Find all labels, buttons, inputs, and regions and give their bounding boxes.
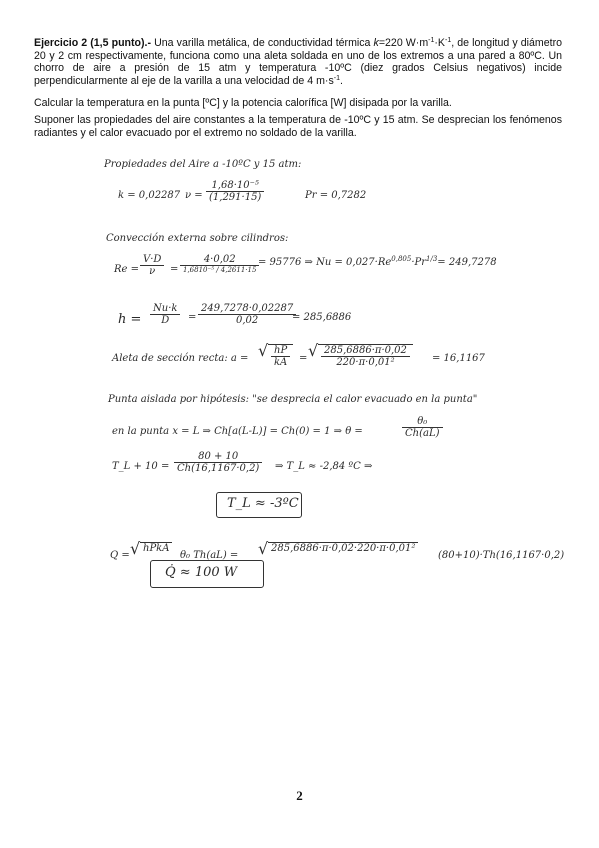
fin-numeric-numerator: √ 285,6886·π·0,02: [321, 345, 410, 357]
pr-exponent: 1/3: [426, 255, 438, 263]
tip-theta-fraction: [402, 416, 443, 439]
exponent: -1: [333, 74, 340, 82]
heat-sqrt-numeric: √ 285,6886·π·0,02·220·π·0,01²: [268, 542, 418, 554]
h-denominator: D: [161, 315, 170, 326]
reynolds-result: [258, 257, 497, 268]
nusselt-value: = 249,7278: [437, 257, 497, 268]
h-fraction: [150, 303, 180, 326]
fin-sqrt-symbolic: [268, 344, 293, 368]
reynolds-denominator: ν: [149, 266, 156, 277]
k-symbol: k: [373, 37, 379, 49]
tip-heading: Punta aislada por hipótesis: "se desprecia el calor evacuado en la punta": [108, 394, 478, 405]
h-substitution-numerator: 249,7278·0,02287: [198, 303, 296, 315]
tip-temperature-result: ⇒ T_L ≈ -2,84 ºC ⇒: [275, 461, 373, 472]
reynolds-value: = 95776 ⇒ Nu = 0,027·Re: [258, 257, 392, 268]
theta-denominator: Ch(aL): [405, 428, 440, 439]
exponent: -1: [428, 37, 435, 44]
convection-heading: Convección externa sobre cilindros:: [106, 233, 289, 244]
heat-answer: Q̇ ≈ 100 W: [165, 565, 238, 580]
reynolds-numerator: V·D: [140, 254, 164, 266]
h-substitution: [198, 303, 296, 326]
statement-text-5: .: [339, 74, 343, 87]
air-conductivity: k = 0,02287: [118, 190, 181, 201]
statement-text-2: =220 W·m: [378, 37, 429, 49]
tip-temperature-box: [216, 492, 302, 518]
fin-denominator: kA: [274, 357, 288, 368]
reynolds-label: Re =: [114, 264, 140, 275]
reynolds-substitution-denominator: 1,6810⁻⁵ / 4,2611·15: [183, 266, 257, 274]
heat-sqrt-symbolic: √ hPkA: [140, 542, 172, 554]
heat-answer-box: [150, 560, 264, 588]
equals-sign: =: [170, 264, 179, 275]
fin-fraction: [271, 345, 290, 368]
exercise-heading: Ejercicio 2 (1,5 punto).-: [34, 37, 152, 49]
tip-temperature-answer: T_L ≈ -3ºC: [227, 496, 299, 511]
viscosity-numerator: 1,68·10⁻⁵: [206, 180, 264, 192]
h-substitution-denominator: 0,02: [235, 315, 259, 326]
fin-numerator: √ hP: [271, 345, 290, 357]
tip-temperature-label: T_L + 10 =: [112, 461, 170, 472]
exponent: -1: [445, 37, 452, 44]
air-properties-heading: Propiedades del Aire a -10ºC y 15 atm:: [104, 159, 302, 170]
fin-heading: Aleta de sección recta: a =: [112, 353, 249, 364]
fin-numeric-denominator: 220·π·0,01²: [336, 357, 395, 368]
re-exponent: 0,805: [391, 255, 412, 263]
heat-middle: θ₀ Th(aL) =: [180, 550, 239, 561]
tip-condition: en la punta x = L ⇒ Ch[a(L-L)] = Ch(0) = 1 ⇒ θ =: [112, 426, 363, 437]
viscosity-fraction: [206, 180, 264, 203]
pr-factor: ·Pr: [411, 257, 427, 268]
h-result: = 285,6886: [292, 312, 352, 323]
problem-statement: [34, 37, 562, 87]
fin-result: = 16,1167: [432, 353, 485, 364]
equals-sign: =: [299, 353, 308, 364]
heat-label: Q =: [110, 550, 130, 561]
h-label: h =: [118, 312, 142, 327]
h-numerator: Nu·k: [150, 303, 180, 315]
fin-numeric-fraction: [321, 345, 410, 368]
prandtl-number: Pr = 0,7282: [305, 190, 367, 201]
statement-text-4: , de longitud y diámetro 20 y 2 cm respectivamente, funciona como una aleta soldada en uno de los extremos a una pared a 80ºC. Un chorro de aire a presión de 15 atm y temperatura -10ºC (diez grados Celsius negativos) incide perpendicularmente al eje de la varilla a una velocidad de 4 m·s: [34, 37, 562, 87]
reynolds-substitution: [180, 254, 259, 274]
fin-sqrt-numeric: [318, 344, 413, 368]
reynolds-fraction: [140, 254, 164, 277]
viscosity-label: ν =: [185, 190, 203, 201]
statement-text-3: ·K: [434, 37, 445, 49]
reynolds-substitution-numerator: 4·0,02: [180, 254, 259, 266]
page-number: 2: [296, 788, 303, 803]
tip-temp-denominator: Ch(16,1167·0,2): [177, 463, 260, 474]
theta-numerator: θ₀: [402, 416, 443, 428]
viscosity-denominator: (1,291·15): [209, 192, 262, 203]
heat-tail: (80+10)·Th(16,1167·0,2): [438, 550, 565, 561]
assumptions-text: Suponer las propiedades del aire constantes a la temperatura de -10ºC y 15 atm. Se desprecian los fenómenos radiantes y el calor evacuado por el extremo no soldado de la varilla.: [34, 114, 562, 139]
tip-temp-numerator: 80 + 10: [174, 451, 262, 463]
question-text: Calcular la temperatura en la punta [ºC] y la potencia calorífica [W] disipada por la varilla.: [34, 97, 452, 109]
equals-sign: =: [188, 312, 197, 323]
statement-text-1: Una varilla metálica, de conductividad térmica: [151, 37, 374, 49]
tip-temperature-fraction: [174, 451, 262, 474]
